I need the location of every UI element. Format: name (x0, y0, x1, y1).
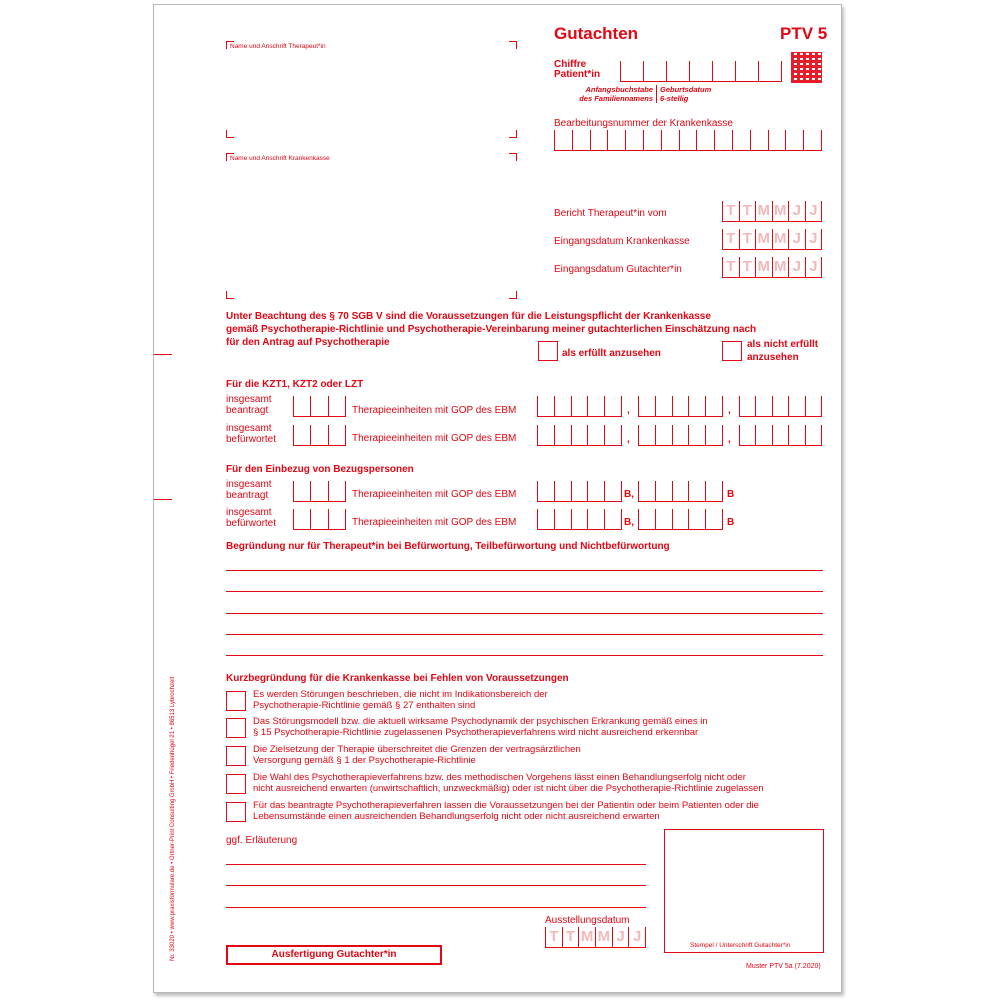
kurz-checkbox-5[interactable] (226, 802, 246, 822)
kurz-checkbox-2[interactable] (226, 718, 246, 738)
kzt-row2-label-1: insgesamt (226, 423, 272, 434)
therapist-address-field[interactable] (234, 53, 504, 129)
begruendung-heading: Begründung nur für Therapeut*in bei Befürwortung, Teilbefürwortung und Nichtbefürwortung (226, 541, 670, 552)
fulfilled-label: als erfüllt anzusehen (562, 348, 661, 359)
bezug-beantragt-units[interactable] (293, 481, 346, 502)
erlaeuterung-line[interactable] (226, 864, 646, 865)
begruendung-line[interactable] (226, 613, 823, 614)
chiffre-hint-right-1: Geburtsdatum (660, 85, 712, 94)
kzt-beantragt-units[interactable] (293, 396, 346, 417)
statement-line-1: Unter Beachtung des § 70 SGB V sind die Voraussetzungen für die Leistungspflicht der Krankenkasse (226, 311, 711, 322)
eingang-gutachter-date-field[interactable]: T T M M J J (722, 257, 822, 278)
ausfertigung-label: Ausfertigung Gutachter*in (226, 945, 442, 965)
chiffre-divider (656, 85, 657, 103)
kzt-row2-sep-2: , (728, 434, 731, 445)
address-corner (226, 291, 234, 299)
kzt-row2-units-label: Therapieeinheiten mit GOP des EBM (352, 433, 517, 444)
kzt-row1-sep-2: , (728, 405, 731, 416)
kurz-checkbox-3[interactable] (226, 746, 246, 766)
kurz-heading: Kurzbegründung für die Krankenkasse bei Fehlen von Voraussetzungen (226, 673, 569, 684)
not-fulfilled-label-2: anzusehen (747, 352, 799, 363)
kurz-checkbox-4[interactable] (226, 774, 246, 794)
kzt-befuerwortet-gop-2[interactable] (638, 425, 723, 446)
bericht-label: Bericht Therapeut*in vom (554, 208, 667, 219)
address-corner (509, 153, 517, 161)
kzt-row1-label-1: insgesamt (226, 394, 272, 405)
side-print: Nr. 33020 • www.praxisformulare.de • Ortner-Print Consulting GmbH • Friedenhügel 21 • 86513 Lybrochzeit (170, 676, 176, 961)
bezug-row1-suffix-1: B, (624, 489, 634, 500)
fold-mark-top (154, 354, 172, 355)
kurz-item-1-line-1: Es werden Störungen beschrieben, die nicht im Indikationsbereich der (253, 689, 548, 700)
bezug-row2-label-1: insgesamt (226, 507, 272, 518)
address-corner (509, 41, 517, 49)
kzt-row2-sep-1: , (627, 434, 630, 445)
eingang-gutachter-label: Eingangsdatum Gutachter*in (554, 264, 682, 275)
kzt-beantragt-gop-2[interactable] (638, 396, 723, 417)
erlaeuterung-label: ggf. Erläuterung (226, 835, 298, 846)
kzt-row1-units-label: Therapieeinheiten mit GOP des EBM (352, 405, 517, 416)
kurz-item-2-line-1: Das Störungsmodell bzw. die aktuell wirksame Psychodynamik der psychischen Erkrankung gemäß eines in (253, 716, 708, 727)
bearbeitungsnummer-label: Bearbeitungsnummer der Krankenkasse (554, 118, 733, 129)
kzt-row1-label-2: beantragt (226, 405, 269, 416)
form-title: Gutachten (554, 24, 639, 43)
kurz-item-4-line-1: Die Wahl des Psychotherapieverfahrens bzw. des methodischen Vorgehens lässt einen Behandlungserfolg nicht oder (253, 772, 746, 783)
fold-mark-bottom (154, 499, 172, 500)
bezug-befuerwortet-gop-1[interactable] (537, 509, 622, 530)
chiffre-hint-right-2: 6-stellig (660, 94, 689, 103)
kurz-item-5-line-1: Für das beantragte Psychotherapieverfahren lassen die Voraussetzungen bei der Patientin oder beim Patienten oder die (253, 800, 759, 811)
bezug-row1-units-label: Therapieeinheiten mit GOP des EBM (352, 489, 517, 500)
chiffre-hint-left-1: Anfangsbuchstabe (585, 85, 653, 94)
form-sheet (153, 4, 842, 993)
kzt-befuerwortet-units[interactable] (293, 425, 346, 446)
address-corner (226, 130, 234, 138)
kurz-item-5-line-2: Lebensumstände einen ausreichenden Behandlungserfolg nicht oder nicht ausreichend erwarten (253, 811, 660, 822)
kurz-item-3-line-2: Versorgung gemäß § 1 der Psychotherapie-Richtlinie (253, 755, 476, 766)
form-code: PTV 5 (780, 24, 828, 43)
chiffre-field[interactable] (620, 61, 782, 82)
begruendung-line[interactable] (226, 570, 823, 571)
erlaeuterung-line[interactable] (226, 907, 646, 908)
begruendung-line[interactable] (226, 634, 823, 635)
bericht-date-field[interactable]: T T M M J J (722, 201, 822, 222)
kurz-item-1-line-2: Psychotherapie-Richtlinie gemäß § 27 enthalten sind (253, 700, 476, 711)
statement-line-2: gemäß Psychotherapie-Richtlinie und Psychotherapie-Vereinbarung meiner gutachterlichen Einschätzung nach (226, 324, 757, 335)
bearbeitungsnummer-field[interactable] (554, 130, 822, 151)
kzt-beantragt-gop-1[interactable] (537, 396, 622, 417)
begruendung-line[interactable] (226, 591, 823, 592)
bezug-heading: Für den Einbezug von Bezugspersonen (226, 464, 414, 475)
stamp-signature-box[interactable] (664, 829, 824, 953)
bezug-row2-suffix-2: B (727, 517, 735, 528)
kzt-heading: Für die KZT1, KZT2 oder LZT (226, 379, 364, 390)
kurz-item-3-line-1: Die Zielsetzung der Therapie überschreitet die Grenzen der vertragsärztlichen (253, 744, 581, 755)
therapist-address-label: Name und Anschrift Therapeut*in (230, 43, 326, 50)
address-corner (509, 291, 517, 299)
not-fulfilled-checkbox[interactable] (722, 341, 742, 361)
eingang-kasse-date-field[interactable]: T T M M J J (722, 229, 822, 250)
erlaeuterung-line[interactable] (226, 885, 646, 886)
kasse-address-label: Name und Anschrift Krankenkasse (230, 155, 330, 162)
bezug-beantragt-gop-2[interactable] (638, 481, 723, 502)
not-fulfilled-label-1: als nicht erfüllt (747, 339, 819, 350)
bezug-row2-suffix-1: B, (624, 517, 634, 528)
chiffre-hint-left-2: des Familiennamens (579, 94, 653, 103)
ausstellungsdatum-label: Ausstellungsdatum (545, 915, 630, 926)
chiffre-label-2: Patient*in (554, 69, 601, 80)
bezug-row2-units-label: Therapieeinheiten mit GOP des EBM (352, 517, 517, 528)
kzt-befuerwortet-gop-1[interactable] (537, 425, 622, 446)
muster-label: Muster PTV 5a (7.2020) (746, 963, 821, 970)
begruendung-line[interactable] (226, 655, 823, 656)
bezug-row1-label-1: insgesamt (226, 479, 272, 490)
bezug-row1-label-2: beantragt (226, 490, 269, 501)
statement-line-3: für den Antrag auf Psychotherapie (226, 337, 390, 348)
kzt-row1-sep-1: , (627, 405, 630, 416)
datamatrix-code (791, 52, 822, 83)
ausstellungsdatum-field[interactable]: T T M M J J (545, 927, 646, 948)
bezug-row1-suffix-2: B (727, 489, 735, 500)
kzt-row2-label-2: befürwortet (226, 434, 277, 445)
kurz-item-2-line-2: § 15 Psychotherapie-Richtlinie zugelassenen Psychotherapieverfahrens wird nicht ausreichend erkennbar (253, 727, 699, 738)
bezug-beantragt-gop-1[interactable] (537, 481, 622, 502)
kurz-item-4-line-2: nicht ausreichend erwarten (unwirtschaftlich, unzweckmäßig) oder ist nicht über die Psychotherapie-Richtlinie zugelassen (253, 783, 764, 794)
fulfilled-checkbox[interactable] (538, 341, 558, 361)
address-corner (509, 130, 517, 138)
bezug-row2-label-2: befürwortet (226, 518, 277, 529)
kzt-befuerwortet-gop-3[interactable] (739, 425, 822, 446)
eingang-kasse-label: Eingangsdatum Krankenkasse (554, 236, 690, 247)
bezug-befuerwortet-gop-2[interactable] (638, 509, 723, 530)
kasse-address-field[interactable] (234, 167, 504, 287)
bezug-befuerwortet-units[interactable] (293, 509, 346, 530)
kzt-beantragt-gop-3[interactable] (739, 396, 822, 417)
kurz-checkbox-1[interactable] (226, 691, 246, 711)
chiffre-label-1: Chiffre (554, 59, 587, 70)
stamp-signature-label: Stempel / Unterschrift Gutachter*in (690, 942, 791, 949)
